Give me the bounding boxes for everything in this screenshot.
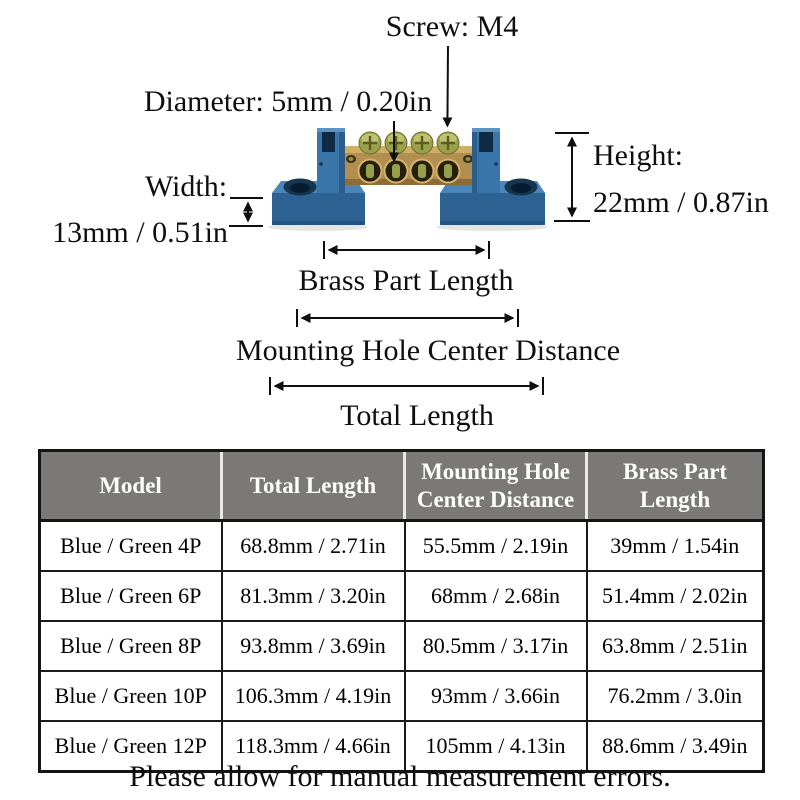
cell-model: Blue / Green 10P [40,671,222,721]
cell-brass: 51.4mm / 2.02in [587,571,764,621]
brass-length-dimension [324,241,489,259]
left-tower [317,128,345,193]
cell-model: Blue / Green 8P [40,621,222,671]
cell-total: 68.8mm / 2.71in [222,521,405,572]
right-tower-slot [479,132,493,152]
header-mounting-distance: Mounting Hole Center Distance [405,451,587,521]
table-row [40,621,764,671]
measurement-note: Please allow for manual measurement errors. [129,760,671,793]
screw-4 [437,132,459,154]
header-total-length: Total Length [222,451,405,521]
height-dimension [554,133,590,221]
table-row [40,571,764,621]
front-hole-3 [411,160,434,183]
cell-total: 81.3mm / 3.20in [222,571,405,621]
height-label-title: Height: [593,139,683,172]
screw-arrow [447,46,448,126]
brass-length-label: Brass Part Length [298,264,514,297]
product-image [268,128,548,231]
mounting-distance-dimension [297,309,518,327]
front-hole-1 [359,160,382,183]
front-hole-2 [385,160,408,183]
table-row [40,671,764,721]
cell-model: Blue / Green 4P [40,521,222,572]
screw-label: Screw: M4 [385,10,519,43]
header-brass-length: Brass Part Length [587,451,764,521]
cell-mounting: 105mm / 4.13in [405,721,587,772]
cell-mounting: 55.5mm / 2.19in [405,521,587,572]
cell-mounting: 80.5mm / 3.17in [405,621,587,671]
diameter-label: Diameter: 5mm / 0.20in [143,85,433,118]
cell-brass: 88.6mm / 3.49in [587,721,764,772]
width-dimension [229,198,263,226]
total-length-label: Total Length [340,399,494,432]
cell-mounting: 93mm / 3.66in [405,671,587,721]
cell-total: 118.3mm / 4.66in [222,721,405,772]
cell-model: Blue / Green 12P [40,721,222,772]
spec-table-header-row [40,451,764,521]
header-model: Model [40,451,222,521]
right-tower [472,128,500,193]
width-label-value: 13mm / 0.51in [52,216,228,249]
screw-1 [359,132,381,154]
spec-table [38,449,765,773]
mounting-label: Mounting Hole Center Distance [235,334,621,367]
height-label-value: 22mm / 0.87in [593,186,769,219]
cell-mounting: 68mm / 2.68in [405,571,587,621]
screw-2 [385,132,407,154]
cell-total: 106.3mm / 4.19in [222,671,405,721]
front-hole-4 [437,160,460,183]
brass-bar [338,146,481,185]
cell-brass: 63.8mm / 2.51in [587,621,764,671]
table-row [40,521,764,572]
cell-brass: 39mm / 1.54in [587,521,764,572]
cell-model: Blue / Green 6P [40,571,222,621]
cell-total: 93.8mm / 3.69in [222,621,405,671]
screw-3 [411,132,433,154]
total-length-dimension [270,377,543,395]
width-label-title: Width: [144,170,228,203]
cell-brass: 76.2mm / 3.0in [587,671,764,721]
left-tower-slot [322,132,335,152]
